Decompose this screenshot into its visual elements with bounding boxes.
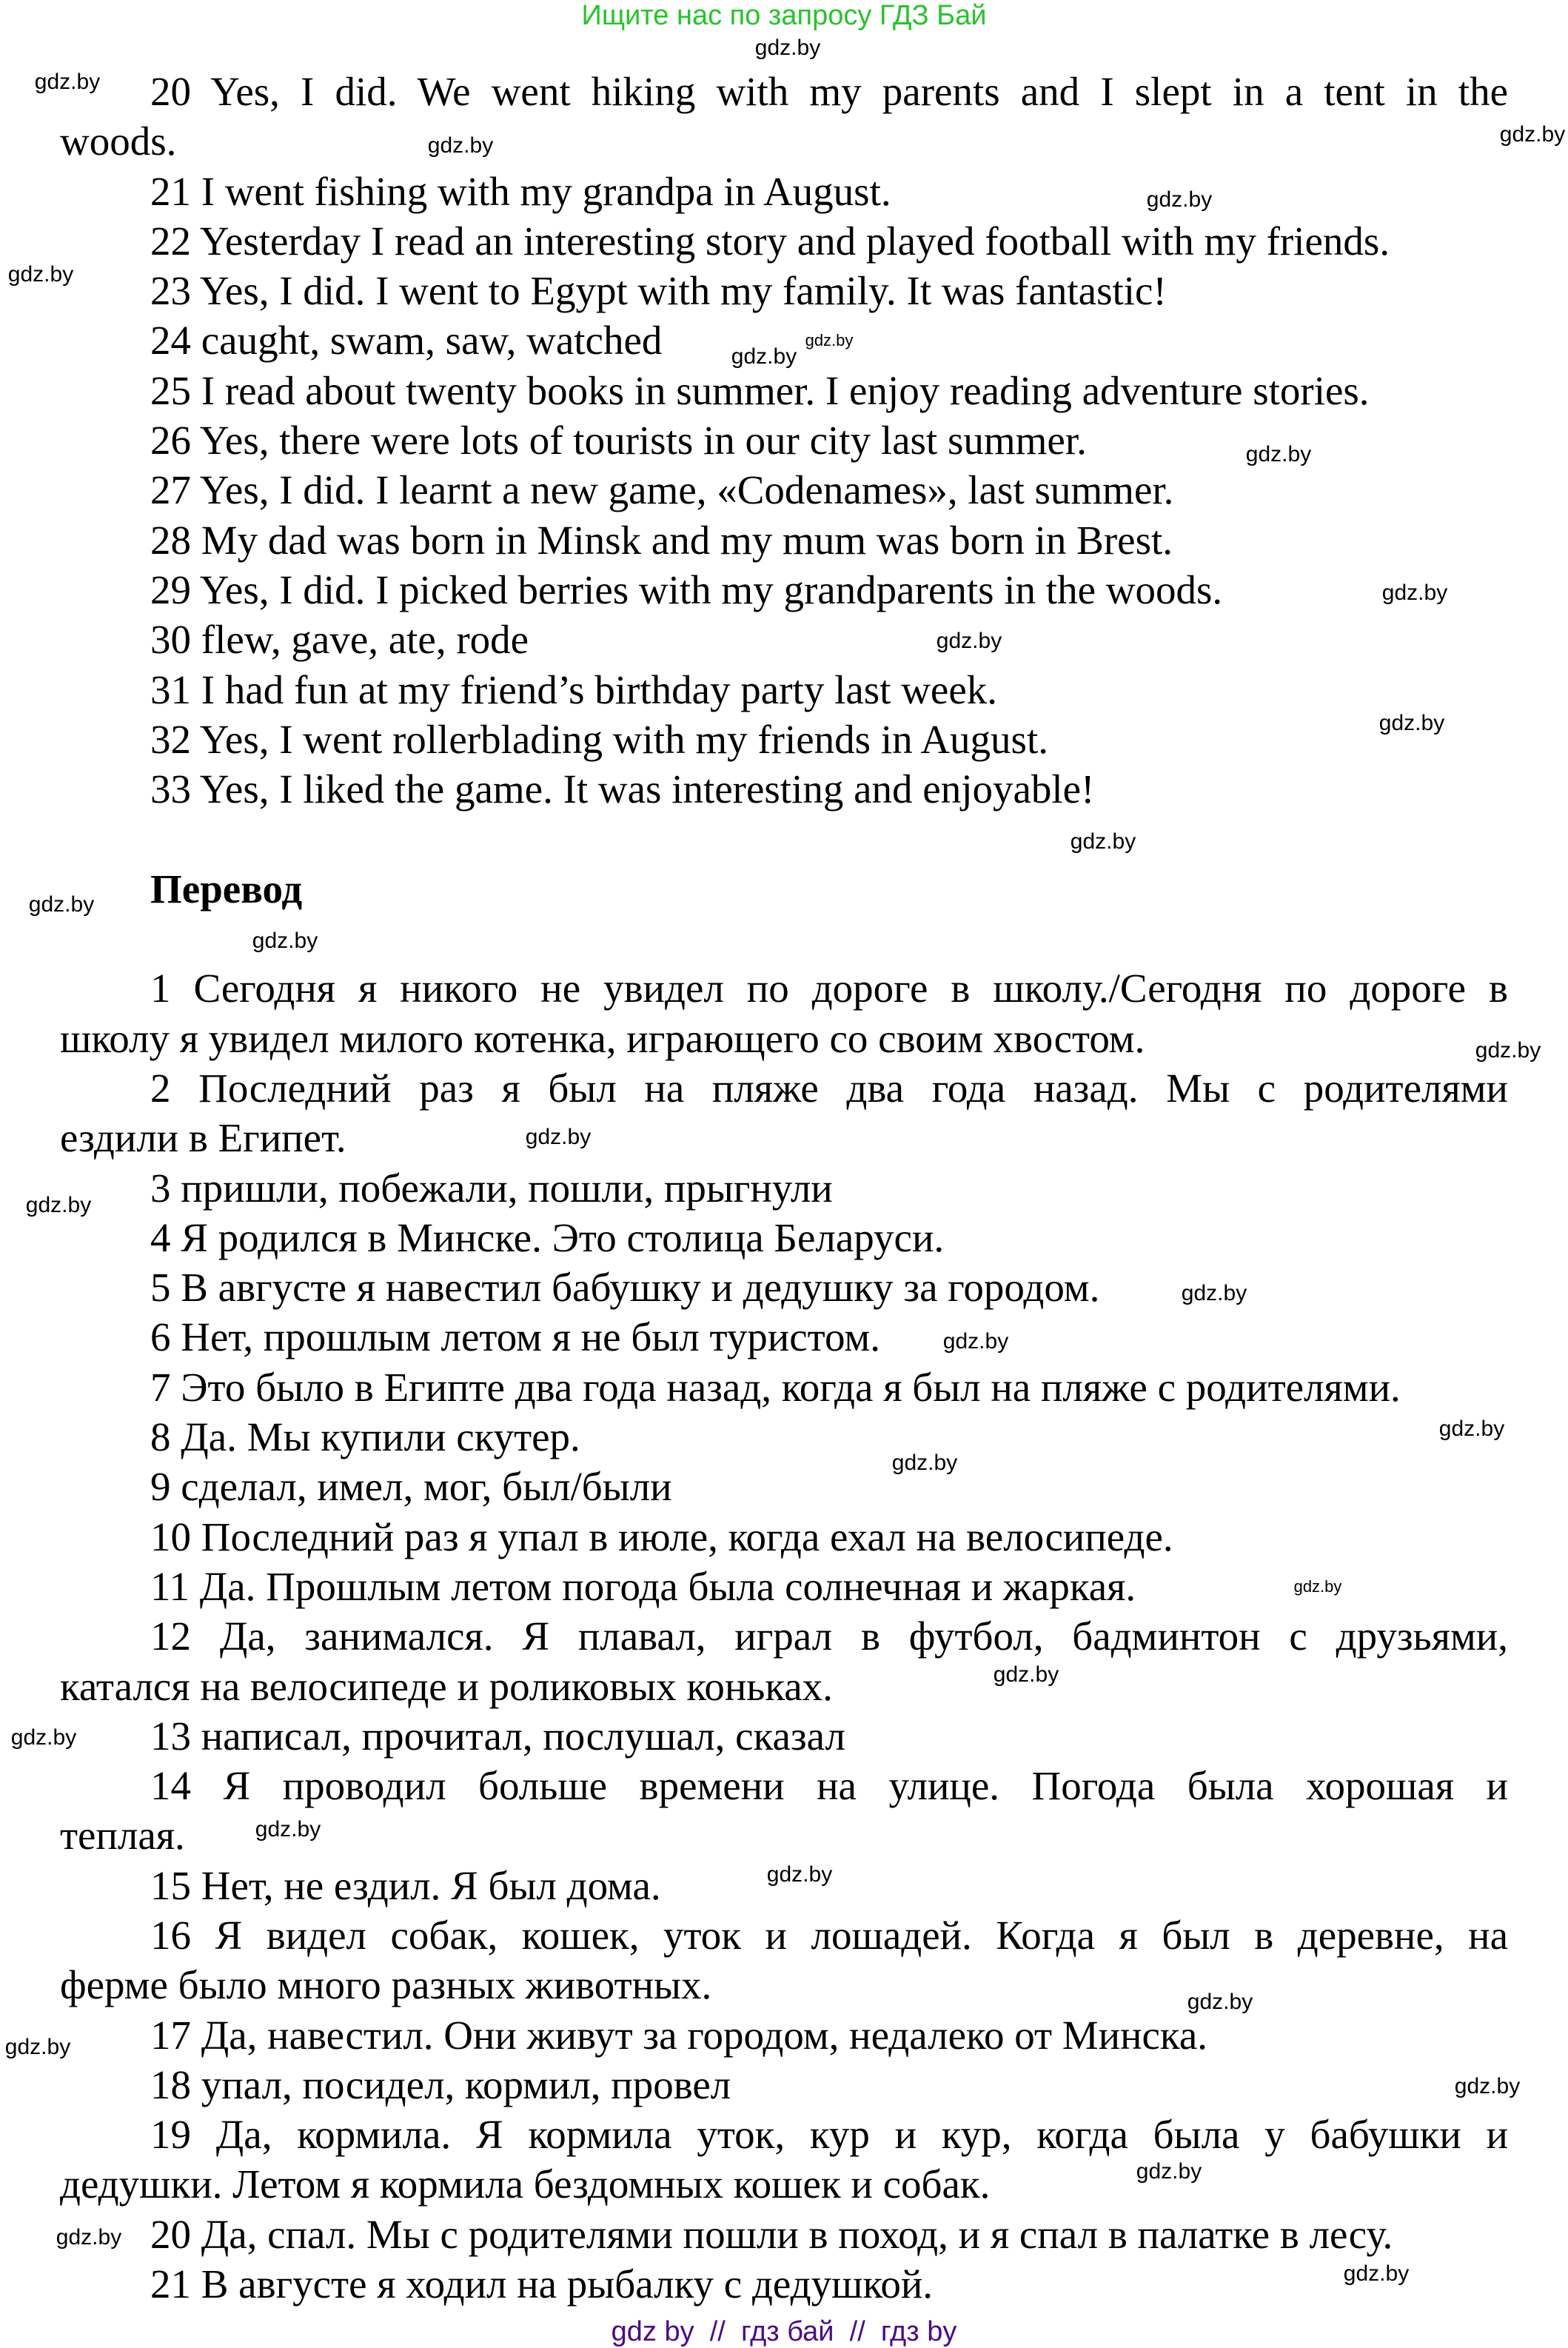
text-line: 13 написал, прочитал, послушал, сказал (150, 1713, 845, 1759)
text-line: 16 Я видел собак, кошек, уток и лошадей. Когда я был в деревне, на (150, 1912, 1508, 1958)
text-line: 10 Последний раз я упал в июле, когда ехал на велосипеде. (150, 1514, 1173, 1559)
text-line: 21 I went fishing with my grandpa in August. (150, 168, 891, 214)
text-line: 15 Нет, не ездил. Я был дома. (150, 1862, 661, 1908)
text-line: 20 Да, спал. Мы с родителями пошли в поход, и я спал в палатке в лесу. (150, 2211, 1393, 2257)
document-body (60, 67, 1508, 2309)
text-line: 9 сделал, имел, мог, был/были (150, 1464, 672, 1510)
watermark: gdz.by (1499, 122, 1566, 147)
watermark: gdz.by (1475, 1038, 1541, 1063)
watermark: gdz.by (56, 2225, 122, 2250)
watermark: gdz.by (891, 1451, 958, 1475)
text-line: теплая. (60, 1813, 185, 1859)
text-line: 19 Да, кормила. Я кормила уток, кур и кур, когда была у бабушки и (150, 2112, 1508, 2158)
text-line: 27 Yes, I did. I learnt a new game, «Codenames», last summer. (150, 467, 1174, 513)
text-line: катался на велосипеде и роликовых коньках. (60, 1663, 833, 1709)
text-line: 7 Это было в Египте два года назад, когда я был на пляже с родителями. (150, 1364, 1401, 1410)
text-line: 11 Да. Прошлым летом погода была солнечная и жаркая. (150, 1563, 1136, 1609)
watermark: gdz.by (731, 344, 797, 369)
text-line: 1 Сегодня я никого не увидел по дороге в школу./Сегодня по дороге в (150, 966, 1508, 1011)
watermark: gdz.by (1146, 187, 1213, 212)
watermark: gdz.by (25, 1193, 92, 1217)
text-line: 29 Yes, I did. I picked berries with my grandparents in the woods. (150, 566, 1223, 612)
watermark: gdz.by (255, 1817, 321, 1842)
text-line: woods. (60, 118, 177, 164)
text-line: 22 Yesterday I read an interesting story and played football with my friends. (150, 218, 1390, 264)
header-banner[interactable]: Ищите нас по запросу ГДЗ Бай (581, 0, 987, 31)
text-line: 6 Нет, прошлым летом я не был туристом. (150, 1314, 880, 1360)
text-line: 17 Да, навестил. Они живут за городом, недалеко от Минска. (150, 2012, 1207, 2058)
watermark: gdz.by (805, 331, 854, 349)
watermark: gdz.by (1245, 442, 1312, 466)
watermark: gdz.by (1181, 1281, 1247, 1305)
text-line: 4 Я родился в Минске. Это столица Беларуси. (150, 1214, 945, 1260)
text-line: 12 Да, занимался. Я плавал, играл в футбол, бадминтон с друзьями, (150, 1613, 1508, 1659)
watermark: gdz.by (1293, 1577, 1342, 1596)
section-heading: Перевод (150, 866, 303, 912)
text-line: 33 Yes, I liked the game. It was interesting and enjoyable! (150, 766, 1095, 812)
text-line: 5 В августе я навестил бабушку и дедушку за городом. (150, 1265, 1100, 1311)
watermark: gdz.by (34, 70, 101, 94)
watermark: gdz.by (1187, 1990, 1253, 2014)
watermark: gdz.by (1136, 2159, 1202, 2184)
watermark: gdz.by (7, 262, 74, 287)
watermark: gdz.by (936, 629, 1002, 653)
text-line: 8 Да. Мы купили скутер. (150, 1414, 580, 1460)
text-line: 25 I read about twenty books in summer. I enjoy reading adventure stories. (150, 367, 1370, 413)
footer-banner[interactable]: gdz by // гдз бай // гдз by (611, 2316, 957, 2347)
text-line: 14 Я проводил больше времени на улице. Погода была хорошая и (150, 1763, 1508, 1809)
text-line: 28 My dad was born in Minsk and my mum was born in Brest. (150, 517, 1173, 563)
text-line: 20 Yes, I did. We went hiking with my parents and I slept in a tent in the (150, 69, 1508, 114)
text-line: школу я увидел милого котенка, играющего со своим хвостом. (60, 1015, 1145, 1061)
text-line: 21 В августе я ходил на рыбалку с дедушкой. (150, 2261, 934, 2307)
watermark: gdz.by (4, 2035, 71, 2059)
watermark: gdz.by (252, 929, 318, 953)
text-line: 26 Yes, there were lots of tourists in our city last summer. (150, 418, 1087, 464)
watermark: gdz.by (427, 133, 494, 158)
text-line: 31 I had fun at my friend’s birthday party last week. (150, 666, 997, 712)
watermark: gdz.by (525, 1125, 592, 1149)
watermark: gdz.by (942, 1329, 1009, 1354)
text-line: дедушки. Летом я кормила бездомных кошек и собак. (60, 2161, 991, 2207)
text-line: ферме было много разных животных. (60, 1962, 712, 2008)
watermark: gdz.by (10, 1725, 77, 1750)
watermark: gdz.by (766, 1862, 833, 1887)
text-line: 3 пришли, побежали, пошли, прыгнули (150, 1165, 833, 1211)
blank-line (60, 814, 1508, 863)
watermark: gdz.by (1378, 711, 1445, 735)
text-line: ездили в Египет. (60, 1115, 346, 1161)
watermark: gdz.by (1438, 1417, 1505, 1441)
text-line: 2 Последний раз я был на пляже два года назад. Мы с родителями (150, 1065, 1508, 1111)
text-line: 23 Yes, I did. I went to Egypt with my family. It was fantastic! (150, 268, 1167, 314)
text-line: 18 упал, посидел, кормил, провел (150, 2061, 731, 2107)
watermark: gdz.by (1343, 2261, 1410, 2286)
text-line: 24 caught, swam, saw, watched (150, 318, 663, 364)
watermark: gdz.by (1070, 829, 1136, 854)
watermark: gdz.by (1454, 2074, 1521, 2098)
text-line: 30 flew, gave, ate, rode (150, 617, 529, 663)
text-line: 32 Yes, I went rollerblading with my friends in August. (150, 716, 1048, 762)
watermark: gdz.by (1381, 581, 1448, 605)
watermark: gdz.by (993, 1662, 1059, 1687)
watermark: gdz.by (28, 892, 95, 917)
watermark: gdz.by (754, 36, 821, 60)
